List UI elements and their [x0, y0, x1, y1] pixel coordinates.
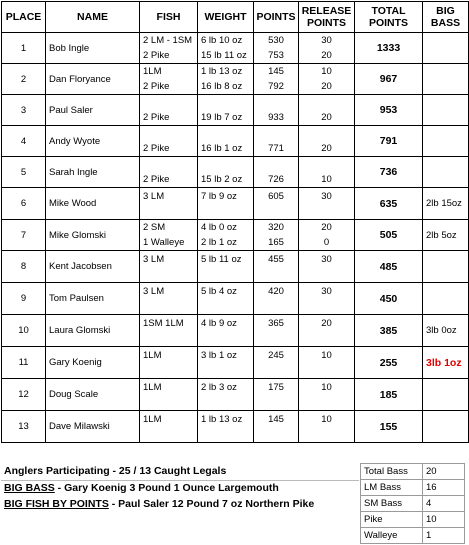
- release-cell-line: 10: [321, 174, 332, 185]
- points-cell-line: [254, 126, 298, 141]
- release-cell-line: 10: [321, 414, 332, 425]
- name-cell: Paul Saler: [46, 95, 140, 126]
- release-cell: [299, 315, 355, 347]
- points-cell: [254, 283, 299, 315]
- release-cell-line: 30: [321, 35, 332, 46]
- weight-cell-line: 4 lb 9 oz: [201, 318, 237, 329]
- weight-cell-line: 4 lb 0 oz: [201, 222, 237, 233]
- weight-cell-line: 5 lb 4 oz: [201, 286, 237, 297]
- big-fish-text: - Paul Saler 12 Pound 7 oz Northern Pike: [108, 498, 315, 510]
- fish-cell-line: 2 Pike: [143, 174, 170, 185]
- table-row: [2, 95, 469, 126]
- weight-cell-line: 6 lb 10 oz: [201, 35, 243, 46]
- points-cell-line: 771: [268, 143, 284, 154]
- table-row: [2, 188, 469, 220]
- weight-cell: [198, 283, 254, 315]
- weight-cell-line: 1 lb 13 oz: [201, 66, 243, 77]
- points-cell-line: 145: [268, 414, 284, 425]
- name-cell: Dan Floryance: [46, 64, 140, 95]
- name-cell: Bob Ingle: [46, 33, 140, 64]
- summary-label: Total Bass: [361, 464, 423, 480]
- summary-row: [361, 480, 465, 496]
- fish-cell: [140, 95, 198, 126]
- table-row: [2, 33, 469, 64]
- total-cell: 155: [355, 411, 423, 443]
- release-cell: [299, 188, 355, 220]
- weight-cell-line: 15 lb 2 oz: [201, 174, 243, 185]
- name-cell: Andy Wyote: [46, 126, 140, 157]
- summary-row: [361, 496, 465, 512]
- fish-cell-line: 2 LM - 1SM: [143, 35, 193, 46]
- fish-cell-line: 2 Pike: [143, 81, 170, 92]
- weight-cell: [198, 220, 254, 251]
- summary-value: 4: [423, 496, 465, 512]
- points-cell: [254, 411, 299, 443]
- fish-cell-line: 2 Pike: [143, 143, 170, 154]
- big-bass-cell: 2lb 5oz: [423, 220, 469, 251]
- place-cell: 7: [2, 220, 46, 251]
- table-row: [2, 411, 469, 443]
- release-cell-line: 10: [321, 382, 332, 393]
- summary-value: 1: [423, 528, 465, 544]
- weight-cell: [198, 126, 254, 157]
- fish-cell: [140, 315, 198, 347]
- fish-cell: [140, 251, 198, 283]
- points-cell-line: 933: [268, 112, 284, 123]
- name-cell: Tom Paulsen: [46, 283, 140, 315]
- big-bass-cell: 3lb 1oz: [423, 347, 469, 379]
- weight-cell: [198, 33, 254, 64]
- release-cell: [299, 126, 355, 157]
- release-cell-line: 20: [321, 318, 332, 329]
- weight-cell: [198, 251, 254, 283]
- big-bass-label: BIG BASS: [4, 482, 55, 494]
- weight-cell-line: 7 lb 9 oz: [201, 191, 237, 202]
- summary-label: SM Bass: [361, 496, 423, 512]
- weight-cell: [198, 315, 254, 347]
- header-row: [2, 2, 469, 33]
- results-table: [1, 1, 469, 443]
- table-row: [2, 251, 469, 283]
- place-cell: 1: [2, 33, 46, 64]
- table-row: [2, 220, 469, 251]
- release-cell: [299, 411, 355, 443]
- big-bass-cell: [423, 126, 469, 157]
- points-cell: [254, 379, 299, 411]
- big-bass-cell: [423, 64, 469, 95]
- name-cell: Doug Scale: [46, 379, 140, 411]
- points-cell: [254, 157, 299, 188]
- fish-cell: [140, 379, 198, 411]
- table-row: [2, 283, 469, 315]
- table-row: [2, 315, 469, 347]
- total-cell: 485: [355, 251, 423, 283]
- points-cell: [254, 188, 299, 220]
- fish-cell-line: 2 SM: [143, 222, 166, 233]
- fish-cell-line: 1LM: [143, 66, 162, 77]
- table-row: [2, 64, 469, 95]
- place-cell: 3: [2, 95, 46, 126]
- fish-cell-line: 2 Pike: [143, 50, 170, 61]
- total-cell: 385: [355, 315, 423, 347]
- points-cell: [254, 220, 299, 251]
- weight-cell-line: 2 lb 3 oz: [201, 382, 237, 393]
- weight-cell-line: 16 lb 8 oz: [201, 81, 243, 92]
- release-cell: [299, 157, 355, 188]
- release-cell-line: [299, 157, 354, 172]
- weight-cell-line: 5 lb 11 oz: [201, 254, 242, 265]
- big-bass-cell: [423, 283, 469, 315]
- points-cell: [254, 64, 299, 95]
- summary-label: Pike: [361, 512, 423, 528]
- release-cell: [299, 64, 355, 95]
- release-cell: [299, 347, 355, 379]
- big-bass-cell: 2lb 15oz: [423, 188, 469, 220]
- points-cell-line: 455: [268, 254, 284, 265]
- big-bass-cell: [423, 411, 469, 443]
- place-cell: 13: [2, 411, 46, 443]
- name-cell: Dave Milawski: [46, 411, 140, 443]
- total-cell: 791: [355, 126, 423, 157]
- big-bass-cell: [423, 95, 469, 126]
- points-cell-line: [254, 157, 298, 172]
- weight-cell-line: 2 lb 1 oz: [201, 237, 237, 248]
- fish-cell-line: 3 LM: [143, 286, 165, 297]
- points-cell-line: 165: [268, 237, 284, 248]
- points-cell-line: 320: [268, 222, 284, 233]
- points-cell-line: 245: [268, 350, 284, 361]
- total-cell: 967: [355, 64, 423, 95]
- fish-cell-line: [143, 126, 197, 141]
- release-cell-line: 20: [321, 81, 332, 92]
- place-cell: 4: [2, 126, 46, 157]
- fish-cell-line: 1LM: [143, 350, 162, 361]
- place-cell: 6: [2, 188, 46, 220]
- weight-cell-line: [201, 126, 253, 141]
- header-release-points: RELEASE POINTS: [299, 2, 355, 33]
- big-bass-text: - Gary Koenig 3 Pound 1 Ounce Largemouth: [54, 482, 279, 494]
- summary-value: 16: [423, 480, 465, 496]
- weight-cell: [198, 379, 254, 411]
- release-cell: [299, 251, 355, 283]
- table-row: [2, 126, 469, 157]
- weight-cell-line: 15 lb 11 oz: [201, 50, 247, 61]
- big-bass-cell: 3lb 0oz: [423, 315, 469, 347]
- fish-cell: [140, 157, 198, 188]
- big-bass-cell: [423, 33, 469, 64]
- summary-row: [361, 528, 465, 544]
- weight-cell-line: [201, 95, 253, 110]
- place-cell: 2: [2, 64, 46, 95]
- name-cell: Kent Jacobsen: [46, 251, 140, 283]
- weight-cell: [198, 347, 254, 379]
- release-cell: [299, 283, 355, 315]
- table-row: [2, 347, 469, 379]
- summary-row: [361, 464, 465, 480]
- big-bass-cell: [423, 379, 469, 411]
- fish-cell-line: 1LM: [143, 414, 162, 425]
- weight-cell: [198, 64, 254, 95]
- header-big-bass: BIG BASS: [423, 2, 469, 33]
- release-cell-line: 0: [323, 237, 330, 248]
- table-row: [2, 379, 469, 411]
- fish-cell: [140, 33, 198, 64]
- weight-cell-line: 16 lb 1 oz: [201, 143, 243, 154]
- release-cell-line: [299, 95, 354, 110]
- name-cell: Mike Glomski: [46, 220, 140, 251]
- species-summary: [360, 463, 465, 544]
- place-cell: 5: [2, 157, 46, 188]
- release-cell-line: 20: [321, 143, 332, 154]
- big-bass-line: [4, 482, 279, 494]
- footer-section: [1, 463, 468, 544]
- fish-cell-line: [143, 157, 197, 172]
- release-cell: [299, 95, 355, 126]
- header-name: NAME: [46, 2, 140, 33]
- points-cell: [254, 347, 299, 379]
- points-cell: [254, 251, 299, 283]
- points-cell-line: 605: [268, 191, 284, 202]
- anglers-participating: Anglers Participating - 25 / 13 Caught Legals: [4, 465, 227, 477]
- points-cell-line: 420: [268, 286, 284, 297]
- fish-cell: [140, 347, 198, 379]
- name-cell: Mike Wood: [46, 188, 140, 220]
- points-cell: [254, 315, 299, 347]
- total-cell: 635: [355, 188, 423, 220]
- points-cell-line: 175: [268, 382, 284, 393]
- release-cell: [299, 220, 355, 251]
- points-cell-line: 792: [268, 81, 284, 92]
- big-fish-line: [4, 498, 314, 510]
- fish-cell-line: [143, 95, 197, 110]
- release-cell-line: 30: [321, 191, 332, 202]
- points-cell-line: 145: [268, 66, 284, 77]
- points-cell-line: 530: [268, 35, 284, 46]
- fish-cell-line: 3 LM: [143, 191, 165, 202]
- fish-cell: [140, 411, 198, 443]
- release-cell: [299, 33, 355, 64]
- header-weight: WEIGHT: [198, 2, 254, 33]
- place-cell: 11: [2, 347, 46, 379]
- header-place: PLACE: [2, 2, 46, 33]
- big-bass-cell: [423, 251, 469, 283]
- fish-cell-line: 3 LM: [143, 254, 165, 265]
- release-cell-line: 20: [321, 222, 332, 233]
- weight-cell: [198, 95, 254, 126]
- header-points: POINTS: [254, 2, 299, 33]
- points-cell-line: 753: [268, 50, 284, 61]
- release-cell-line: [299, 126, 354, 141]
- total-cell: 1333: [355, 33, 423, 64]
- release-cell-line: 10: [321, 350, 332, 361]
- points-cell: [254, 95, 299, 126]
- weight-cell: [198, 411, 254, 443]
- points-cell: [254, 33, 299, 64]
- name-cell: Sarah Ingle: [46, 157, 140, 188]
- total-cell: 505: [355, 220, 423, 251]
- place-cell: 12: [2, 379, 46, 411]
- summary-value: 10: [423, 512, 465, 528]
- points-cell-line: [254, 95, 298, 110]
- header-fish: FISH: [140, 2, 198, 33]
- total-cell: 185: [355, 379, 423, 411]
- total-cell: 450: [355, 283, 423, 315]
- fish-cell-line: 1 Walleye: [143, 237, 185, 248]
- release-cell-line: 10: [321, 66, 332, 77]
- name-cell: Gary Koenig: [46, 347, 140, 379]
- release-cell-line: 20: [321, 112, 332, 123]
- release-cell-line: 30: [321, 286, 332, 297]
- big-fish-label: BIG FISH BY POINTS: [4, 498, 109, 510]
- weight-cell: [198, 157, 254, 188]
- header-total-points: TOTAL POINTS: [355, 2, 423, 33]
- table-row: [2, 157, 469, 188]
- release-cell-line: 30: [321, 254, 332, 265]
- weight-cell: [198, 188, 254, 220]
- summary-value: 20: [423, 464, 465, 480]
- name-cell: Laura Glomski: [46, 315, 140, 347]
- points-cell-line: 726: [268, 174, 284, 185]
- place-cell: 8: [2, 251, 46, 283]
- summary-row: [361, 512, 465, 528]
- divider: [1, 480, 359, 481]
- weight-cell-line: 3 lb 1 oz: [201, 350, 237, 361]
- fish-cell-line: 1LM: [143, 382, 162, 393]
- fish-cell: [140, 188, 198, 220]
- points-cell: [254, 126, 299, 157]
- weight-cell-line: 1 lb 13 oz: [201, 414, 243, 425]
- fish-cell: [140, 220, 198, 251]
- total-cell: 953: [355, 95, 423, 126]
- release-cell-line: 20: [321, 50, 332, 61]
- fish-cell-line: 2 Pike: [143, 112, 170, 123]
- fish-cell: [140, 283, 198, 315]
- summary-label: Walleye: [361, 528, 423, 544]
- fish-cell-line: 1SM 1LM: [143, 318, 184, 329]
- weight-cell-line: [201, 157, 253, 172]
- weight-cell-line: 19 lb 7 oz: [201, 112, 243, 123]
- place-cell: 9: [2, 283, 46, 315]
- big-bass-cell: [423, 157, 469, 188]
- place-cell: 10: [2, 315, 46, 347]
- release-cell: [299, 379, 355, 411]
- summary-label: LM Bass: [361, 480, 423, 496]
- points-cell-line: 365: [268, 318, 284, 329]
- fish-cell: [140, 126, 198, 157]
- total-cell: 736: [355, 157, 423, 188]
- fish-cell: [140, 64, 198, 95]
- total-cell: 255: [355, 347, 423, 379]
